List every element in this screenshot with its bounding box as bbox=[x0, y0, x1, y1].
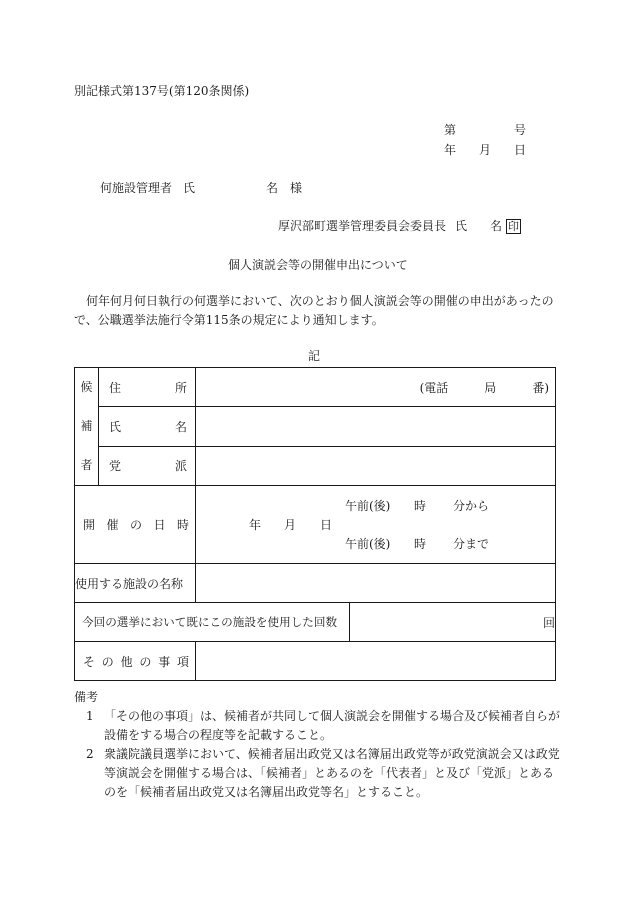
note-item bbox=[74, 707, 564, 745]
row-party bbox=[75, 446, 556, 485]
candidate-char-1: 候 bbox=[80, 380, 93, 394]
addressee-shi: 氏 bbox=[183, 181, 196, 195]
party-label-1: 党 bbox=[109, 459, 122, 474]
datetime-label bbox=[75, 486, 196, 564]
notes-section bbox=[74, 688, 564, 802]
address-label-1: 住 bbox=[109, 380, 122, 395]
datetime-label-3: の bbox=[129, 518, 142, 532]
party-label-2: 派 bbox=[174, 459, 187, 474]
date-month: 月 bbox=[479, 143, 492, 157]
facility-cell[interactable] bbox=[196, 564, 556, 603]
candidate-char-3: 者 bbox=[80, 458, 93, 472]
body-text: 何年何月何日執行の何選挙において、次のとおり個人演説会等の開催の申出があったので、公職選挙法施行令第115条の規定により通知します。 bbox=[74, 294, 554, 327]
datetime-cell[interactable] bbox=[196, 486, 556, 564]
notes-heading: 備考 bbox=[74, 690, 99, 704]
seal-mark: 印 bbox=[508, 220, 520, 233]
name-label-1: 氏 bbox=[109, 419, 122, 434]
phone-placeholder bbox=[196, 379, 555, 396]
dt-to-hour: 時 bbox=[414, 537, 427, 551]
row-facility bbox=[75, 564, 556, 603]
addressee-mei: 名 bbox=[266, 181, 279, 195]
addressee-honorific: 様 bbox=[290, 181, 303, 195]
note-number: 1 bbox=[86, 709, 94, 723]
addressee-facility: 何施設管理者 bbox=[100, 181, 173, 195]
datetime-label-2: 催 bbox=[106, 518, 119, 532]
other-label-5: 事 bbox=[158, 654, 171, 669]
date-day: 日 bbox=[514, 143, 527, 157]
address-label bbox=[99, 368, 196, 407]
date-year: 年 bbox=[444, 143, 457, 157]
row-other bbox=[75, 642, 556, 681]
row-address bbox=[75, 368, 556, 407]
form-reference: 別記様式第137号(第120条関係) bbox=[74, 84, 250, 98]
party-cell[interactable] bbox=[196, 446, 556, 485]
datetime-label-1: 開 bbox=[83, 518, 96, 532]
facility-label: 使用する施設の名称 bbox=[75, 564, 196, 603]
dt-day: 日 bbox=[320, 518, 333, 532]
note-item bbox=[74, 745, 564, 802]
party-label bbox=[99, 446, 196, 485]
row-name bbox=[75, 407, 556, 446]
sender-title: 厚沢部町選挙管理委員会委員長 bbox=[278, 219, 447, 233]
dt-from-ampm: 午前(後) bbox=[345, 499, 391, 513]
doc-number-prefix: 第 bbox=[444, 123, 457, 137]
other-label-4: の bbox=[139, 654, 152, 669]
candidate-char-2: 補 bbox=[80, 419, 93, 433]
candidate-label bbox=[75, 368, 99, 486]
dt-year: 年 bbox=[249, 518, 262, 532]
name-cell[interactable] bbox=[196, 407, 556, 446]
phone-open: (電話 bbox=[419, 380, 449, 395]
dt-to-minute: 分まで bbox=[453, 537, 490, 551]
row-usage bbox=[75, 603, 556, 642]
application-table bbox=[74, 367, 556, 681]
other-label-1: そ bbox=[83, 654, 96, 669]
other-label-2: の bbox=[101, 654, 114, 669]
usage-cell[interactable]: 回 bbox=[350, 603, 556, 642]
phone-ban: 番) bbox=[532, 380, 549, 395]
other-label-3: 他 bbox=[120, 654, 133, 669]
datetime-label-4: 日 bbox=[153, 518, 166, 532]
dt-month: 月 bbox=[284, 518, 297, 532]
other-label bbox=[75, 642, 196, 681]
address-cell[interactable] bbox=[196, 368, 556, 407]
other-cell[interactable] bbox=[196, 642, 556, 681]
sender-mei bbox=[490, 217, 521, 234]
address-label-2: 所 bbox=[174, 380, 187, 395]
row-datetime bbox=[75, 486, 556, 564]
document-title: 個人演説会等の開催申出について bbox=[228, 258, 408, 272]
usage-label: 今回の選挙において既にこの施設を使用した回数 bbox=[75, 603, 350, 642]
dt-from-hour: 時 bbox=[414, 499, 427, 513]
body-paragraph bbox=[74, 292, 556, 330]
note-text: 衆議院議員選挙において、候補者届出政党又は名簿届出政党等が政党演説会又は政党等演説会を開催する場合は、「候補者」とあるのを「代表者」と及び「党派」とあるのを「候補者届出政党又は名簿届出政党等名」とすること。 bbox=[104, 747, 560, 799]
sender-mei-text: 名 bbox=[490, 219, 503, 233]
datetime-label-5: 時 bbox=[176, 518, 189, 532]
other-label-6: 項 bbox=[176, 654, 189, 669]
dt-from-minute: 分から bbox=[453, 499, 490, 513]
dt-to-ampm: 午前(後) bbox=[345, 537, 391, 551]
phone-kyoku: 局 bbox=[484, 380, 497, 395]
doc-number-suffix: 号 bbox=[514, 123, 527, 137]
note-text: 「その他の事項」は、候補者が共同して個人演説会を開催する場合及び候補者自らが設備をする場合の程度等を記載すること。 bbox=[104, 709, 561, 742]
note-number: 2 bbox=[86, 747, 94, 761]
ki-heading: 記 bbox=[308, 349, 321, 363]
name-label bbox=[99, 407, 196, 446]
sender-shi: 氏 bbox=[455, 219, 468, 233]
name-label-2: 名 bbox=[174, 419, 187, 434]
